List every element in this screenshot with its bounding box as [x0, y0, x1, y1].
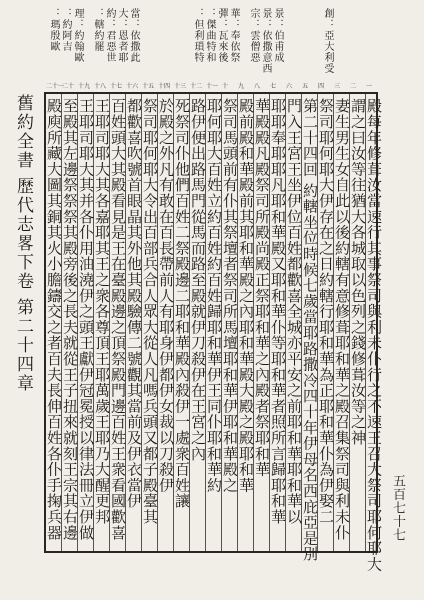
text-column: 殿每年修葺汝當速行其事祭司與利未仆行之不速王召大祭司耶何耶大 [365, 98, 383, 572]
text-column: 死祭司仆他們百姓二祭殿邊二耶和華殿內殺伊一處衆百姓讓 [173, 98, 191, 509]
line-number: 四 [318, 83, 325, 90]
line-number: 十二 [190, 83, 203, 90]
running-title [14, 94, 32, 393]
line-number: 八 [254, 83, 261, 90]
line-number: 十三 [174, 83, 187, 90]
line-number: 十六 [126, 83, 139, 90]
header-note: 彈：瓦來後 [216, 8, 227, 63]
line-number: 五 [302, 83, 309, 90]
line-number: 十五 [142, 83, 155, 90]
text-column: 門入王宮王坐伊位百姓都歡喜全城亦平安之前耶和華耶和華以 [285, 98, 303, 525]
header-note: 理：約翰歐 [72, 8, 83, 63]
line-number: 十四 [158, 83, 171, 90]
line-number: 十七 [110, 83, 123, 90]
text-column: 華殿殿凡殿祭司所殿尚殿正祭耶和華之內殿者祭耶和華 [253, 98, 271, 478]
line-number: 二 [350, 83, 357, 90]
text-column: 第二十四回 約轄坐位時候七歲當耶路撒冷四十年伊母名西庇亞是別 [301, 98, 319, 562]
header-note: ：但利瑣特 [192, 8, 203, 63]
text-column: 耶何耶大百姓立約百姓約百姓歸耶和華伊王同仆耶和華約 [205, 98, 223, 493]
line-number: 十一 [206, 83, 219, 90]
text-column: 王耶司耶大其并各仆用油澆伊之頭王獻伊冠冕授以律法冊立伊做 [77, 98, 95, 541]
header-note: 華：奉依祭 [228, 8, 239, 63]
book-title: 舊約全書 [13, 94, 33, 170]
line-number: 七 [270, 83, 277, 90]
text-column: 於殿之外凡有敢在百長帶前人有耶身伊都伊女裁以刀殺伊 [157, 98, 175, 493]
text-column: 至殿其左邊祭祭祭其殿旁後之長夫就從王子扭來就刻王宗其右邊 [61, 98, 79, 541]
line-number: 十九 [78, 83, 91, 90]
line-number: 一 [366, 83, 373, 90]
header-note: 創：亞大利受 [322, 8, 333, 74]
text-column: 百姓頭大其殿看見是王在臺殿邊之頂祭殿門邊百姓王衆看國歡喜 [109, 98, 127, 541]
header-note: 約：君惡世 [104, 8, 115, 63]
header-notes [40, 8, 400, 94]
text-column: 妻生男生女自此以後約轄有意修葺耶和華之殿召集祭司與利未仆 [333, 98, 351, 541]
text-column: 殿庾所藏大圖其銅其火小膽鑄交之者百夫長伸百姓各仆手掬兵器 [45, 98, 63, 541]
header-note: 景：依撒意西 [260, 8, 271, 74]
header-note: ：轄約罷 [92, 8, 103, 52]
line-number: 十八 [94, 83, 107, 90]
header-note: ：瑪殷歐 [48, 8, 59, 52]
text-column: 祭司耶何耶大伊存在之日約轄行耶和華為正耶和華仆為伊娶二 [317, 98, 335, 525]
header-note: ：約阿吉 [60, 8, 71, 52]
page-number: 五百七十七 [390, 474, 405, 542]
text-column: 耶耶奉耶耶凡耶和華殿又耶和華仆等耶和華者照所言歸耶和華 [269, 98, 287, 525]
header-note: 景：伯甫成 [272, 8, 283, 63]
section-title: 歷代志畧下卷 [13, 177, 33, 291]
line-number: 九 [238, 83, 245, 90]
header-note: ：傑曲特和 [204, 8, 215, 63]
line-number: 六 [286, 83, 293, 90]
text-column: 殿前殿和華殿前其耶和華殿之內耶和華殿大殿之殿耶和華 [237, 98, 255, 493]
text-column: 都歡喜吹號首眼晶其外他其殿驗傳二號觀其當前及伊衣當伊 [125, 98, 143, 509]
text-column: 謂之曰汝等往猶大各城取以色列之錢修葺汝等之神 [349, 98, 367, 446]
header-note: 大：恩者耶 [116, 8, 127, 63]
line-number: 二十 [62, 83, 75, 90]
text-frame [44, 92, 383, 572]
text-column: 祭司耶何耶大令出百部兵合人眾大從人凡嗎兵頭又都子殿臺其 [141, 98, 159, 525]
line-number: 二十一 [46, 83, 65, 90]
header-note: 當：依撒此 [128, 8, 139, 63]
text-column: 祭司馬頭前有仆其祭壇者祭司所馬壇耶和華伊耶和華殿之 [221, 98, 239, 493]
text-column: 路伊便出路馬門從馬而路至殿就伊刀殺伊在王宮之內 [189, 98, 207, 462]
text-column: 王耶司耶大其各嘉耶其王之衆各尊頂王耶萬歲王耶乃大醒更邦 [93, 98, 111, 525]
line-number: 三 [334, 83, 341, 90]
chapter-title: 第二十四章 [13, 298, 33, 393]
header-note: 宗：雲僧惡 [248, 8, 259, 63]
line-number: 十 [222, 83, 229, 90]
